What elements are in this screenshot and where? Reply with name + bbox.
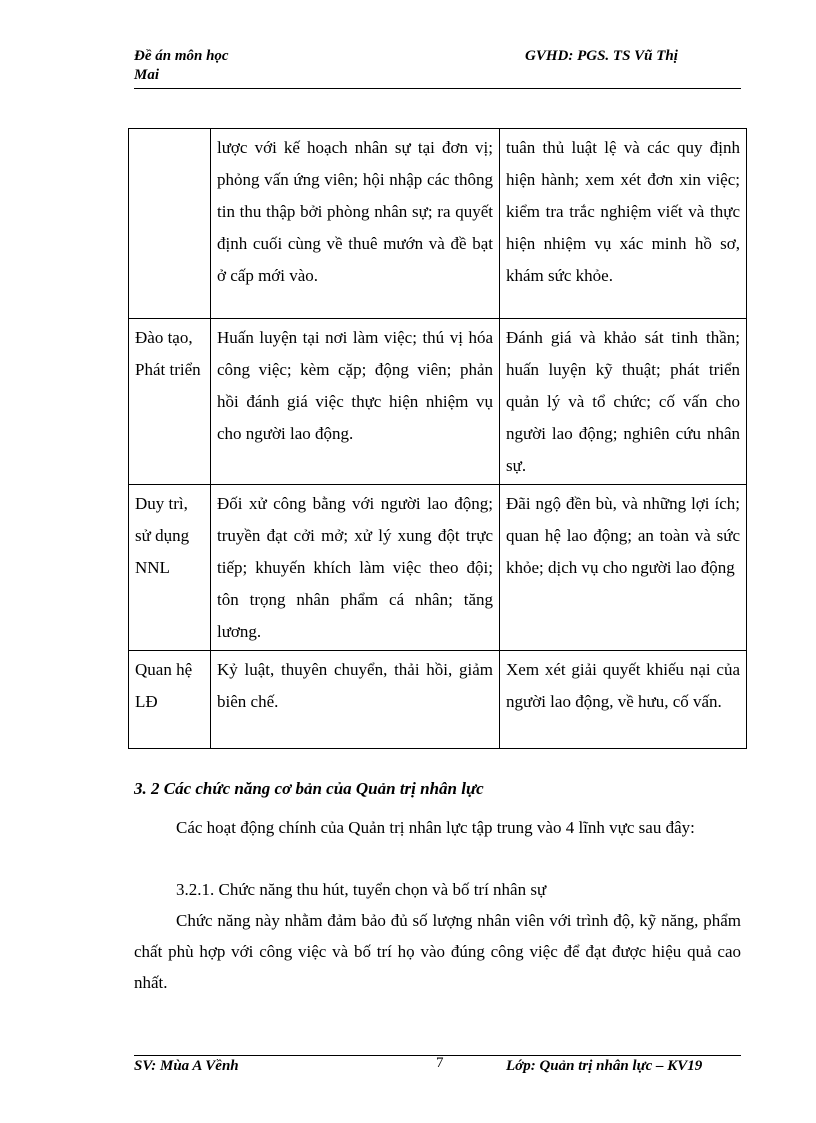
table-cell-col2: lược với kế hoạch nhân sự tại đơn vị; phỏng vấn ứng viên; hội nhập các thông tin thu thập bởi phòng nhân sự; ra quyết định cuối cùng về thuê mướn và đề bạt ở cấp mới vào. [211, 129, 500, 319]
table-row [129, 651, 747, 749]
table-cell-col2: Kỷ luật, thuyên chuyển, thải hồi, giảm biên chế. [211, 651, 500, 749]
section-title: 3. 2 Các chức năng cơ bản của Quản trị nhân lực [134, 779, 484, 798]
header-course [134, 47, 229, 85]
table-cell-area: Đào tạo, Phát triển [129, 319, 211, 485]
footer-class: Lớp: Quản trị nhân lực – KV19 [506, 1058, 703, 1074]
section-intro: Các hoạt động chính của Quản trị nhân lực tập trung vào 4 lĩnh vực sau đây: [176, 818, 695, 837]
table-cell-col2: Huấn luyện tại nơi làm việc; thú vị hóa công việc; kèm cặp; động viên; phản hồi đánh giá việc thực hiện nhiệm vụ cho người lao động. [211, 319, 500, 485]
section-body: Chức năng này nhằm đảm bảo đủ số lượng nhân viên với trình độ, kỹ năng, phẩm chất phù hợp với công việc và bố trí họ vào đúng công việc để đạt được hiệu quả cao nhất. [134, 911, 741, 992]
footer-student: SV: Mùa A Vềnh [134, 1058, 239, 1074]
table-cell-area: Duy trì, sử dụng NNL [129, 485, 211, 651]
table-cell-col3: Xem xét giải quyết khiếu nại của người lao động, về hưu, cố vấn. [500, 651, 747, 749]
header-course-line2: Mai [134, 67, 160, 83]
table-cell-col3: tuân thủ luật lệ và các quy định hiện hành; xem xét đơn xin việc; kiểm tra trắc nghiệm viết và thực hiện nhiệm vụ xác minh hồ sơ, khám sức khỏe. [500, 129, 747, 319]
table-row [129, 319, 747, 485]
header-advisor: GVHD: PGS. TS Vũ Thị [525, 48, 678, 64]
header-divider [134, 88, 741, 89]
table-cell-col2: Đối xử công bằng với người lao động; truyền đạt cởi mở; xử lý xung đột trực tiếp; khuyến khích làm việc theo đội; tôn trọng nhân phẩm cá nhân; tăng lương. [211, 485, 500, 651]
table-row [129, 485, 747, 651]
table-cell-area [129, 129, 211, 319]
section-subheading: 3.2.1. Chức năng thu hút, tuyển chọn và bố trí nhân sự [176, 880, 547, 899]
table-row [129, 129, 747, 319]
hr-functions-table [128, 128, 747, 749]
header-course-line1: Đề án môn học [134, 48, 229, 64]
table-cell-col3: Đánh giá và khảo sát tinh thần; huấn luyện kỹ thuật; phát triển quản lý và tổ chức; cố vấn cho người lao động; nghiên cứu nhân sự. [500, 319, 747, 485]
page-number: 7 [436, 1055, 444, 1071]
table-cell-area: Quan hệ LĐ [129, 651, 211, 749]
table-cell-col3: Đãi ngộ đền bù, và những lợi ích; quan hệ lao động; an toàn và sức khỏe; dịch vụ cho người lao động [500, 485, 747, 651]
